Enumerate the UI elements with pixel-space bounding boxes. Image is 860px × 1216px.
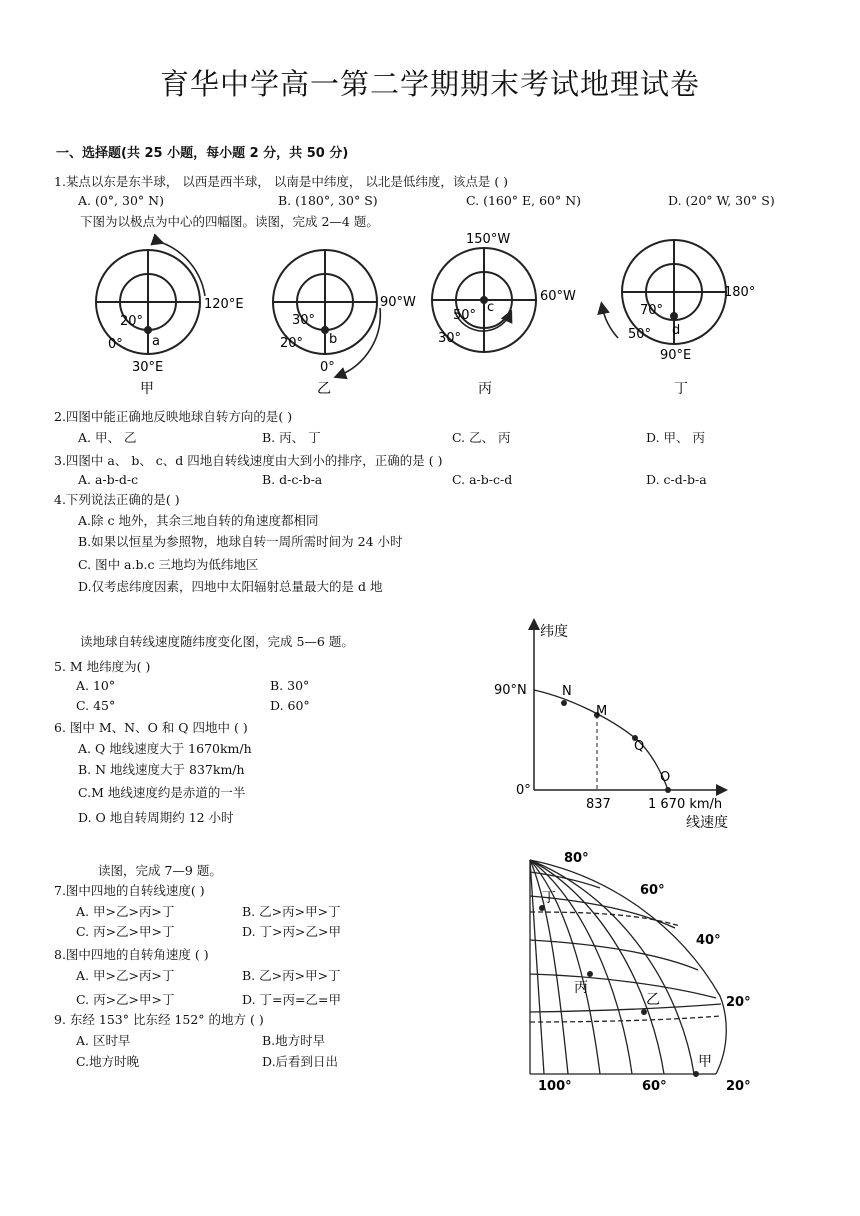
q3-option-d: D. c-d-b-a — [646, 472, 707, 487]
velocity-chart — [490, 618, 760, 838]
ding-name: 丁 — [674, 381, 688, 397]
q8-option-c: C. 丙>乙>甲>丁 — [76, 992, 175, 1007]
q1-stem: 1.某点以东是东半球， 以西是西半球， 以南是中纬度， 以北是低纬度，该点是 ( ) — [54, 174, 509, 189]
q9-option-a: A. 区时早 — [76, 1033, 131, 1048]
q5-option-b: B. 30° — [270, 678, 310, 693]
point-o — [665, 787, 671, 793]
yi-label-2: 30° — [292, 313, 316, 328]
bing-label-3: 50° — [453, 308, 477, 323]
bing-label-4: c — [487, 300, 495, 315]
lon-20-label: 20° — [726, 1079, 751, 1094]
q4-option-b: B.如果以恒星为参照物，地球自转一周所需时间为 24 小时 — [78, 534, 403, 549]
q9-option-d: D.后看到日出 — [262, 1054, 339, 1069]
polar-yi — [273, 250, 380, 376]
yi-name: 乙 — [317, 381, 331, 397]
lat-20-label: 20° — [726, 995, 751, 1010]
q5-stem: 5. M 地纬度为( ) — [54, 659, 151, 674]
q1-option-d: D. (20° W, 30° S) — [668, 193, 775, 208]
polar-ding — [602, 240, 726, 344]
origin-label: 0° — [516, 783, 531, 798]
q4-option-a: A.除 c 地外，其余三地自转的角速度都相同 — [78, 513, 319, 528]
ding-label-2: 70° — [640, 303, 664, 318]
q5-option-c: C. 45° — [76, 698, 116, 713]
ding-label-1: 180° — [724, 285, 756, 300]
q8-option-a: A. 甲>乙>丙>丁 — [76, 968, 175, 983]
ding-label-4: d — [672, 323, 681, 338]
point-jia — [693, 1071, 699, 1077]
lon-60-label: 60° — [642, 1079, 667, 1094]
bing-label-1: 150°W — [466, 232, 511, 247]
lat-80-label: 80° — [564, 851, 589, 866]
q9-option-c: C.地方时晚 — [76, 1054, 140, 1069]
lat-40-label: 40° — [696, 933, 721, 948]
ding-label-3: 50° — [628, 327, 652, 342]
bing-name: 丙 — [478, 381, 492, 397]
jia-label-4: a — [152, 334, 160, 349]
jia-label-2: 20° — [120, 314, 144, 329]
point-o-label: O — [660, 770, 671, 785]
q8-option-d: D. 丁=丙=乙=甲 — [242, 992, 341, 1007]
bing-label-5: 30° — [438, 331, 462, 346]
jia-label-5: 30°E — [132, 360, 164, 375]
q2-stem: 2.四图中能正确地反映地球自转方向的是( ) — [54, 409, 293, 424]
lon-100-label: 100° — [538, 1079, 572, 1094]
q6-stem: 6. 图中 M、N、O 和 Q 四地中 ( ) — [54, 720, 248, 735]
jia-label-3: 0° — [108, 337, 123, 352]
jia-name: 甲 — [140, 381, 154, 397]
q5-option-d: D. 60° — [270, 698, 310, 713]
q2-option-c: C. 乙、 丙 — [452, 430, 511, 445]
q6-option-c: C.M 地线速度约是赤道的一半 — [78, 785, 246, 800]
q2-option-b: B. 丙、 丁 — [262, 430, 321, 445]
y-axis-label: 纬度 — [540, 624, 568, 640]
x-end-label: 1 670 km/h — [648, 797, 723, 812]
x-axis-label: 线速度 — [686, 815, 728, 831]
q3-option-a: A. a-b-d-c — [78, 472, 139, 487]
yi-label-3: 20° — [280, 336, 304, 351]
ding-point-label: 丁 — [542, 890, 556, 906]
section-heading: 一、选择题(共 25 小题，每小题 2 分，共 50 分) — [56, 146, 349, 161]
point-n-label: N — [562, 684, 572, 699]
q6-option-d: D. O 地自转周期约 12 小时 — [78, 810, 234, 825]
q7-option-c: C. 丙>乙>甲>丁 — [76, 924, 175, 939]
q6-option-b: B. N 地线速度大于 837km/h — [78, 762, 245, 777]
x-mid-label: 837 — [586, 797, 611, 812]
q4-option-d: D.仅考虑纬度因素，四地中太阳辐射总量最大的是 d 地 — [78, 579, 383, 594]
q5-option-a: A. 10° — [76, 678, 116, 693]
yi-label-1: 90°W — [380, 295, 416, 310]
bing-point-label: 丙 — [574, 980, 588, 996]
lat-lon-grid-map — [520, 846, 760, 1096]
q1-option-b: B. (180°, 30° S) — [278, 193, 378, 208]
intro-2-4: 下图为以极点为中心的四幅图。读图，完成 2—4 题。 — [80, 214, 379, 229]
yi-label-5: 0° — [320, 360, 335, 375]
point-m-label: M — [596, 704, 608, 719]
jia-point-label: 甲 — [698, 1054, 712, 1070]
page-title: 育华中学高一第二学期期末考试地理试卷 — [159, 67, 700, 101]
q8-stem: 8.图中四地的自转角速度 ( ) — [54, 947, 209, 962]
point-yi — [641, 1009, 647, 1015]
q7-option-b: B. 乙>丙>甲>丁 — [242, 904, 341, 919]
q9-stem: 9. 东经 153° 比东经 152° 的地方 ( ) — [54, 1012, 264, 1027]
point-n — [561, 700, 567, 706]
q1-option-a: A. (0°, 30° N) — [78, 193, 164, 208]
q6-option-a: A. Q 地线速度大于 1670km/h — [78, 741, 252, 756]
q2-option-a: A. 甲、 乙 — [78, 430, 137, 445]
point-bing — [587, 971, 593, 977]
intro-7-9: 读图，完成 7—9 题。 — [98, 863, 222, 878]
map-grid — [530, 860, 726, 1074]
q3-option-c: C. a-b-c-d — [452, 472, 513, 487]
ding-label-5: 90°E — [660, 348, 692, 363]
q4-stem: 4.下列说法正确的是( ) — [54, 492, 180, 507]
q7-stem: 7.图中四地的自转线速度( ) — [54, 883, 205, 898]
jia-label-1: 120°E — [204, 297, 244, 312]
bing-label-2: 60°W — [540, 289, 576, 304]
q3-option-b: B. d-c-b-a — [262, 472, 323, 487]
q9-option-b: B.地方时早 — [262, 1033, 326, 1048]
q4-option-c: C. 图中 a.b.c 三地均为低纬地区 — [78, 557, 259, 572]
q1-option-c: C. (160° E, 60° N) — [466, 193, 582, 208]
yi-label-4: b — [329, 332, 338, 347]
polar-diagrams — [80, 228, 780, 400]
lat-60-label: 60° — [640, 883, 665, 898]
q8-option-b: B. 乙>丙>甲>丁 — [242, 968, 341, 983]
intro-5-6: 读地球自转线速度随纬度变化图，完成 5—6 题。 — [80, 634, 354, 649]
y-top-label: 90°N — [494, 683, 527, 698]
yi-point-label: 乙 — [646, 992, 660, 1008]
point-q-label: Q — [634, 739, 645, 754]
q7-option-d: D. 丁>丙>乙>甲 — [242, 924, 341, 939]
q2-option-d: D. 甲、 丙 — [646, 430, 705, 445]
q3-stem: 3.四图中 a、 b、 c、d 四地自转线速度由大到小的排序，正确的是 ( ) — [54, 453, 443, 468]
q7-option-a: A. 甲>乙>丙>丁 — [76, 904, 175, 919]
